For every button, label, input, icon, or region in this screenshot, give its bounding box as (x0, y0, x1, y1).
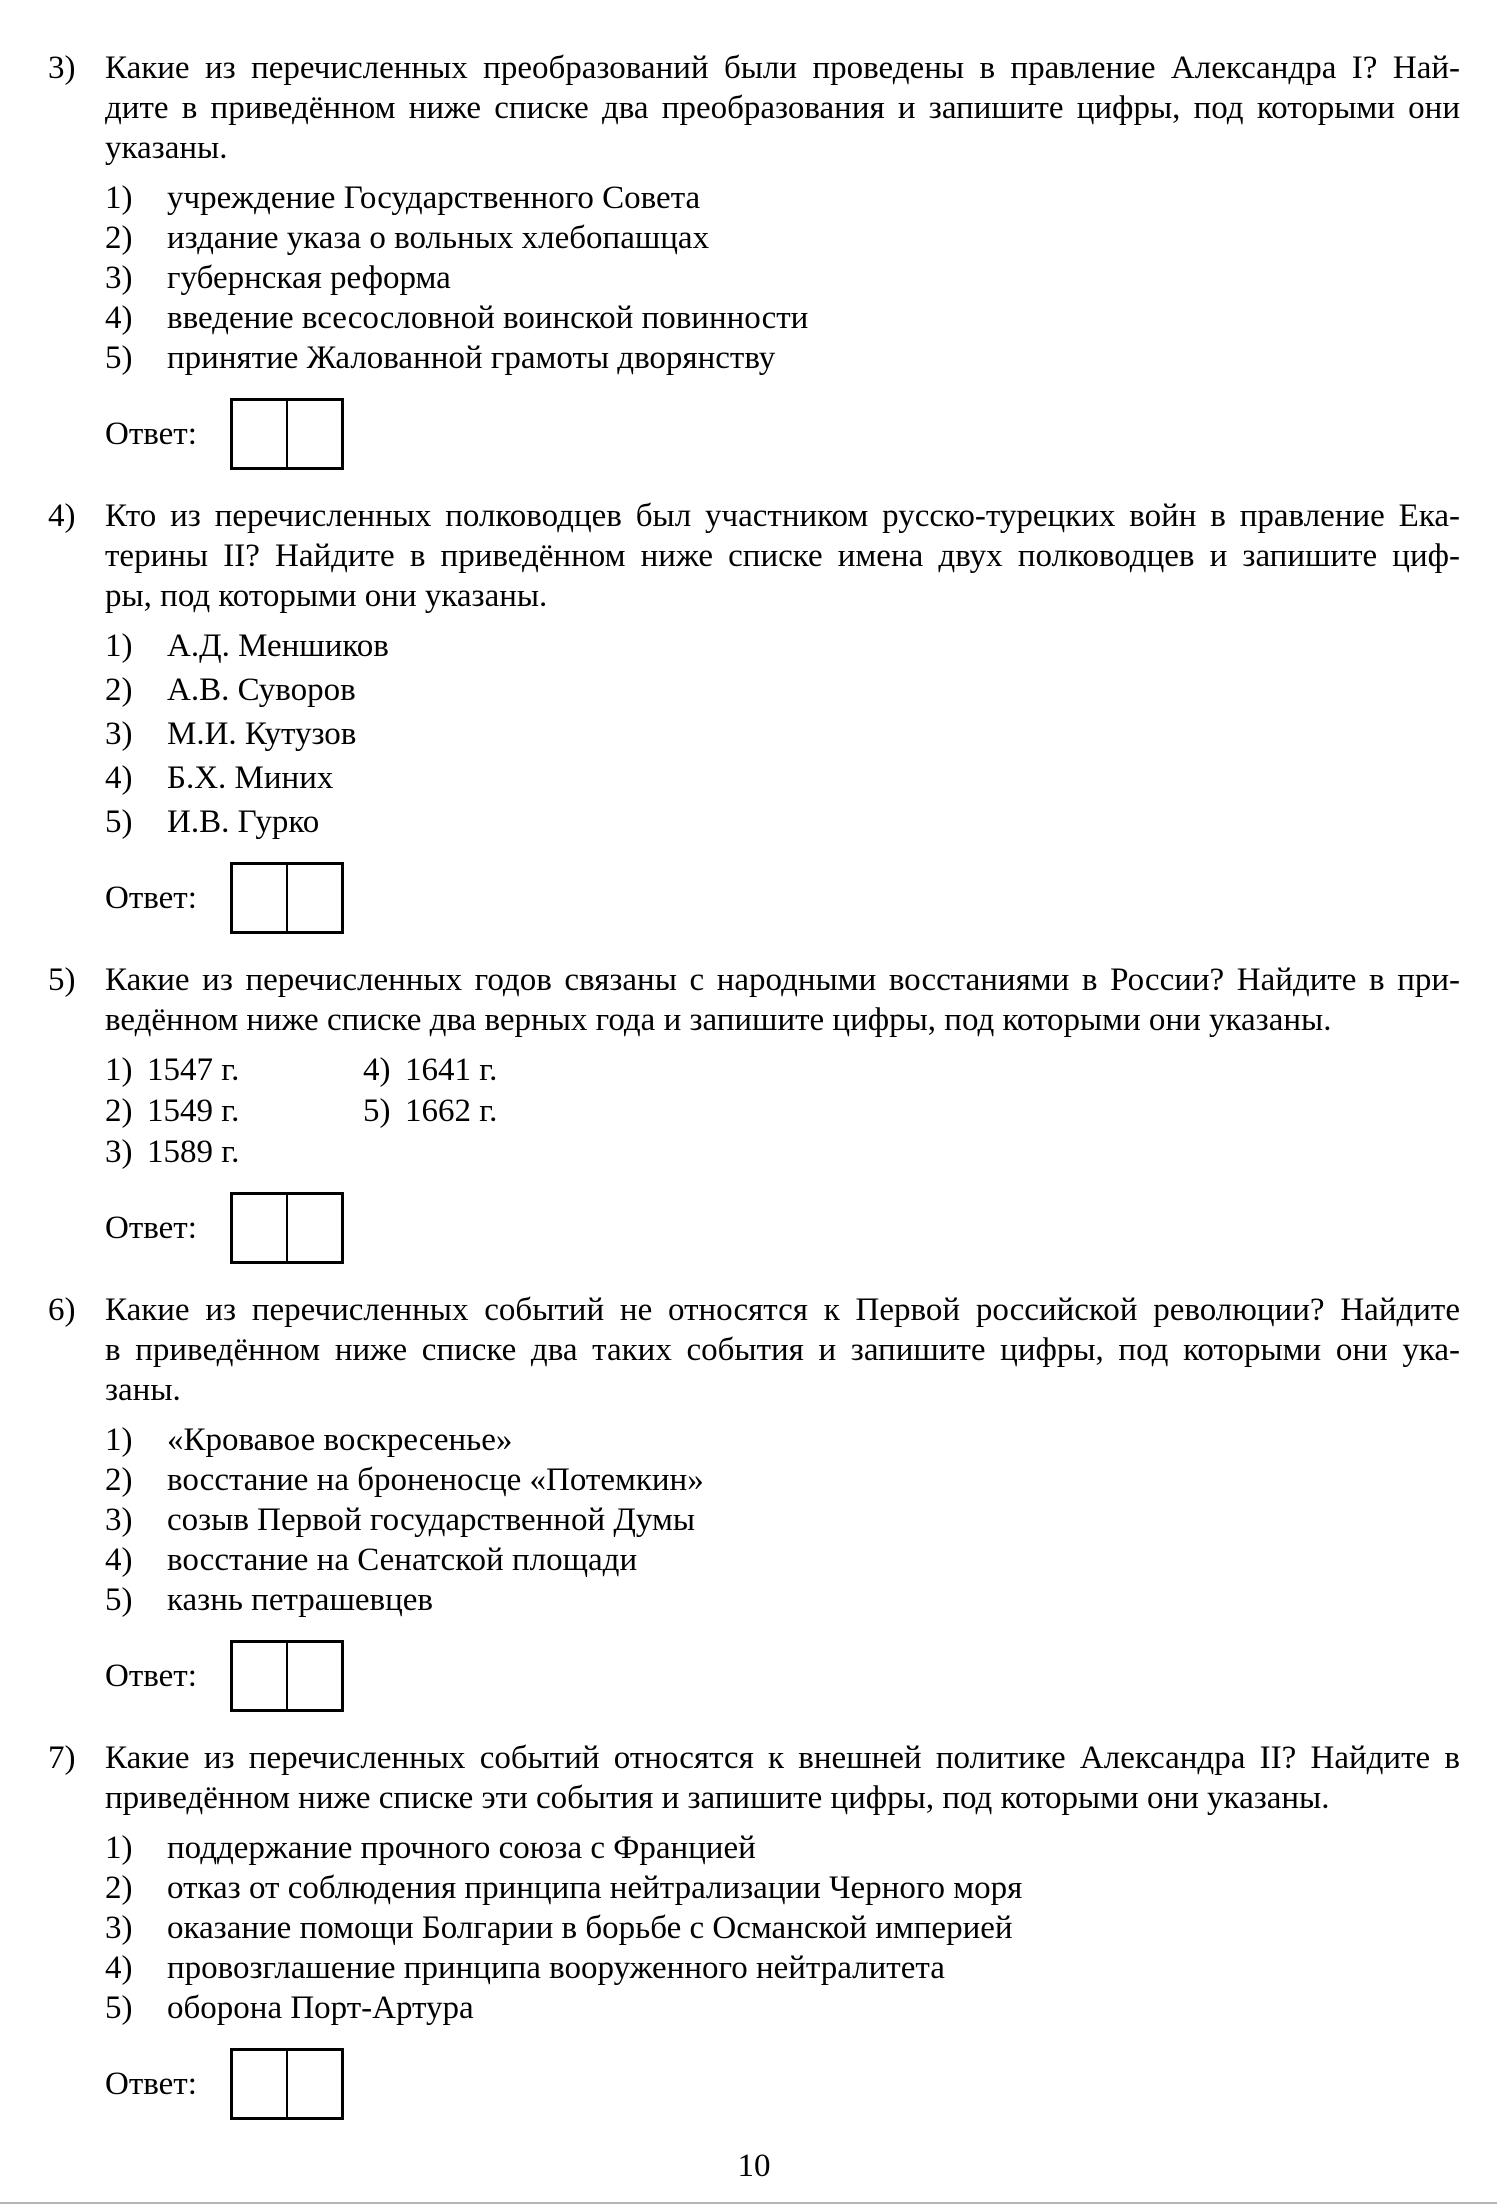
list-item (105, 1091, 363, 1131)
answer-cell-1[interactable] (233, 2051, 288, 2117)
list-item (105, 258, 1460, 298)
answer-row (105, 396, 1460, 472)
answer-cell-2[interactable] (288, 1195, 341, 1261)
option-text: 1549 г. (147, 1093, 240, 1129)
list-item (105, 1580, 1460, 1620)
question-5 (48, 960, 1460, 1266)
option-number: 4) (105, 1950, 133, 1986)
question-text (105, 1738, 1460, 1818)
option-number: 3) (105, 260, 133, 296)
option-text: восстание на броненосце «Потемкин» (167, 1462, 704, 1498)
option-number: 1) (105, 1052, 133, 1088)
answer-cell-2[interactable] (288, 1643, 341, 1709)
question-text (105, 960, 1460, 1040)
question-text-line: Какие из перечисленных событий не относятся к Первой российской революции? Найдите (105, 1292, 1460, 1328)
option-text: 1641 г. (405, 1052, 498, 1088)
answer-box[interactable] (230, 1640, 344, 1712)
option-number: 2) (105, 1870, 133, 1906)
list-item (105, 1828, 1460, 1868)
option-text: поддержание прочного союза с Францией (167, 1830, 756, 1866)
answer-label: Ответ: (105, 416, 197, 452)
question-number: 6) (48, 1292, 76, 1328)
answer-cell-1[interactable] (233, 1643, 288, 1709)
option-number: 2) (105, 1462, 133, 1498)
page-number: 10 (737, 2148, 771, 2184)
page-bottom-edge-line (0, 2202, 1497, 2204)
answer-label: Ответ: (105, 1210, 197, 1246)
option-number: 3) (105, 1134, 133, 1170)
options-list (105, 626, 1460, 842)
option-number: 5) (105, 1990, 133, 2026)
option-text: отказ от соблюдения принципа нейтрализации Черного моря (167, 1870, 1023, 1906)
list-item (105, 1988, 1460, 2028)
list-item (105, 1540, 1460, 1580)
answer-row (105, 1190, 1460, 1266)
option-text: А.Д. Меншиков (167, 628, 389, 664)
option-number: 4) (105, 1542, 133, 1578)
option-number: 5) (105, 1582, 133, 1618)
options-list (105, 1828, 1460, 2028)
option-text: издание указа о вольных хлебопашцах (167, 220, 710, 256)
list-item (105, 1868, 1460, 1908)
question-number: 3) (48, 50, 76, 86)
answer-label: Ответ: (105, 1658, 197, 1694)
list-item (105, 178, 1460, 218)
option-number: 2) (105, 672, 133, 708)
option-text: А.В. Суворов (167, 672, 356, 708)
answer-cell-1[interactable] (233, 401, 288, 467)
list-item (363, 1091, 497, 1131)
option-text: оборона Порт-Артура (167, 1990, 474, 2026)
question-text-line: в приведённом ниже списке два таких события и запишите цифры, под которыми они ука- (105, 1332, 1460, 1368)
question-7 (48, 1738, 1460, 2122)
option-text: провозглашение принципа вооруженного нейтралитета (167, 1950, 945, 1986)
option-text: принятие Жалованной грамоты дворянству (167, 340, 776, 376)
question-number: 4) (48, 498, 76, 534)
list-item (105, 218, 1460, 258)
options-list (105, 1420, 1460, 1620)
question-text (105, 496, 1460, 616)
list-item (105, 298, 1460, 338)
question-text-line: дите в приведённом ниже списке два преобразования и запишите цифры, под которыми они (105, 90, 1460, 126)
option-text: введение всесословной воинской повинности (167, 300, 809, 336)
answer-cell-2[interactable] (288, 401, 341, 467)
list-item (105, 1460, 1460, 1500)
option-text: казнь петрашевцев (167, 1582, 433, 1618)
question-3 (48, 48, 1460, 472)
list-item (105, 1500, 1460, 1540)
list-item (105, 1132, 363, 1172)
option-text: учреждение Государственного Совета (167, 180, 701, 216)
question-text-line: заны. (105, 1372, 181, 1408)
option-number: 2) (105, 1093, 133, 1129)
option-number: 5) (363, 1093, 391, 1129)
question-text-line: Кто из перечисленных полководцев был участником русско-турецких войн в правление Ека- (105, 498, 1460, 534)
answer-cell-2[interactable] (288, 2051, 341, 2117)
answer-label: Ответ: (105, 880, 197, 916)
option-text: оказание помощи Болгарии в борьбе с Османской империей (167, 1910, 1013, 1946)
option-text: М.И. Кутузов (167, 716, 357, 752)
answer-label: Ответ: (105, 2066, 197, 2102)
list-item (105, 338, 1460, 378)
answer-box[interactable] (230, 2048, 344, 2120)
list-item (105, 1908, 1460, 1948)
question-4 (48, 496, 1460, 936)
option-text: 1662 г. (405, 1093, 498, 1129)
answer-box[interactable] (230, 398, 344, 470)
answer-box[interactable] (230, 862, 344, 934)
question-text-line: Какие из перечисленных годов связаны с народными восстаниями в России? Найдите в при- (105, 962, 1460, 998)
list-item (105, 1050, 363, 1090)
list-item (105, 714, 1460, 754)
option-number: 1) (105, 180, 133, 216)
question-text-line: ведённом ниже списке два верных года и запишите цифры, под которыми они указаны. (105, 1002, 1332, 1038)
option-number: 4) (105, 760, 133, 796)
option-number: 5) (105, 340, 133, 376)
list-item (105, 626, 1460, 666)
list-item (105, 1420, 1460, 1460)
option-text: Б.Х. Миних (167, 760, 334, 796)
list-item (105, 758, 1460, 798)
option-number: 3) (105, 1910, 133, 1946)
options-list (105, 178, 1460, 378)
question-6 (48, 1290, 1460, 1714)
empty-grid-cell (363, 1132, 497, 1172)
answer-row (105, 1638, 1460, 1714)
question-text-line: Какие из перечисленных преобразований были проведены в правление Александра I? Най- (105, 50, 1460, 86)
answer-row (105, 860, 1460, 936)
list-item (105, 802, 1460, 842)
option-text: 1589 г. (147, 1134, 240, 1170)
option-number: 3) (105, 716, 133, 752)
option-number: 1) (105, 1422, 133, 1458)
question-text-line: указаны. (105, 130, 228, 166)
question-number: 5) (48, 962, 76, 998)
list-item (105, 670, 1460, 710)
option-number: 1) (105, 628, 133, 664)
question-text (105, 1290, 1460, 1410)
answer-row (105, 2046, 1460, 2122)
question-number: 7) (48, 1740, 76, 1776)
option-text: И.В. Гурко (167, 804, 320, 840)
option-text: 1547 г. (147, 1052, 240, 1088)
question-text-line: ры, под которыми они указаны. (105, 578, 548, 614)
option-number: 1) (105, 1830, 133, 1866)
options-list (105, 1050, 1460, 1172)
option-text: губернская реформа (167, 260, 451, 296)
list-item (363, 1050, 497, 1090)
option-number: 2) (105, 220, 133, 256)
option-text: созыв Первой государственной Думы (167, 1502, 695, 1538)
option-number: 4) (105, 300, 133, 336)
option-number: 4) (363, 1052, 391, 1088)
option-number: 5) (105, 804, 133, 840)
question-text (105, 48, 1460, 168)
answer-cell-2[interactable] (288, 865, 341, 931)
answer-cell-1[interactable] (233, 865, 288, 931)
option-text: восстание на Сенатской площади (167, 1542, 638, 1578)
option-number: 3) (105, 1502, 133, 1538)
option-text: «Кровавое воскресенье» (167, 1422, 513, 1458)
question-text-line: терины II? Найдите в приведённом ниже списке имена двух полководцев и запишите циф- (105, 538, 1460, 574)
question-text-line: Какие из перечисленных событий относятся к внешней политике Александра II? Найдите в (105, 1740, 1460, 1776)
list-item (105, 1948, 1460, 1988)
question-text-line: приведённом ниже списке эти события и запишите цифры, под которыми они указаны. (105, 1780, 1330, 1816)
answer-cell-1[interactable] (233, 1195, 288, 1261)
answer-box[interactable] (230, 1192, 344, 1264)
